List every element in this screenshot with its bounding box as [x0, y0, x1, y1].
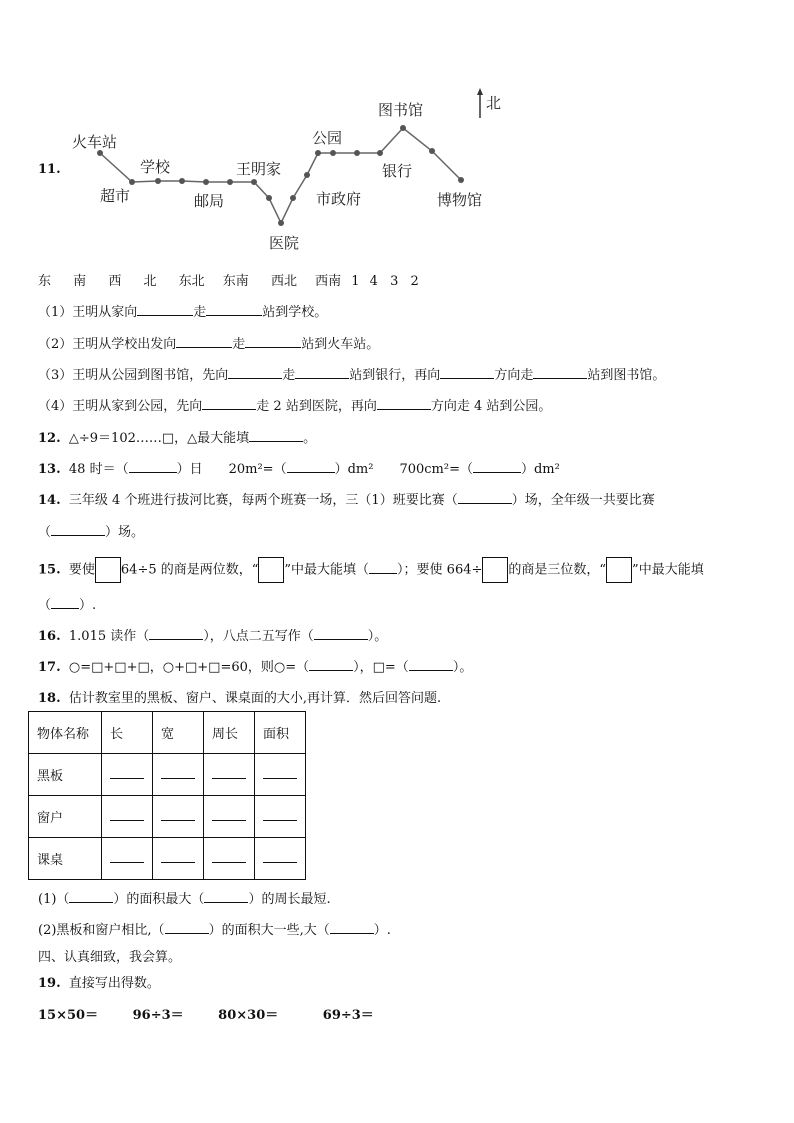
- question-12: 12. △÷9＝102……□，△最大能填 。: [38, 427, 316, 446]
- answer-blank[interactable]: [161, 808, 195, 821]
- table-row: [29, 838, 306, 880]
- row-label: 黑板: [29, 754, 102, 796]
- answer-blank[interactable]: [440, 364, 494, 379]
- stop-node: [290, 195, 296, 201]
- calc-item: 96÷3＝: [132, 1008, 184, 1023]
- stop-shizhengfu: [304, 172, 310, 178]
- map-label: 医院: [269, 234, 300, 252]
- answer-blank[interactable]: [314, 625, 368, 640]
- question-14: 14. 三年级 4 个班进行拔河比赛，每两个班赛一场，三（1）班要比赛（ ）场，全年级一共要比赛: [38, 489, 655, 508]
- question-13: 13. 48 时＝（ ）日 20m²=（ ）dm² 700cm²=（ ）dm²: [38, 458, 560, 477]
- map-label: 火车站: [72, 133, 118, 151]
- table-header: 物体名称: [29, 712, 102, 754]
- answer-blank[interactable]: [137, 301, 193, 316]
- answer-blank[interactable]: [458, 489, 512, 504]
- answer-blank[interactable]: [287, 458, 335, 473]
- answer-blank[interactable]: [176, 333, 232, 348]
- answer-blank[interactable]: [228, 364, 282, 379]
- answer-blank[interactable]: [263, 850, 297, 863]
- answer-blank[interactable]: [149, 625, 203, 640]
- map-label-north: 北: [486, 94, 502, 112]
- question-15-cont: （ ）.: [38, 594, 96, 613]
- stop-bowuguan: [458, 177, 464, 183]
- answer-blank[interactable]: [369, 559, 397, 574]
- stop-node: [227, 179, 233, 185]
- stop-node: [354, 150, 360, 156]
- answer-blank[interactable]: [129, 458, 177, 473]
- map-label: 银行: [382, 162, 413, 180]
- map-label: 王明家: [236, 160, 282, 178]
- question-19-items: [38, 1004, 374, 1023]
- estimate-table: [28, 711, 306, 880]
- q11-sub2: （2）王明从学校出发向 走 站到火车站。: [38, 333, 379, 352]
- calc-item: 69÷3＝: [322, 1008, 374, 1023]
- map-label: 公园: [312, 129, 343, 147]
- map-label: 邮局: [194, 192, 225, 210]
- digit-box[interactable]: [258, 557, 284, 583]
- digit-box[interactable]: [606, 557, 632, 583]
- answer-blank[interactable]: [409, 656, 453, 671]
- answer-blank[interactable]: [204, 888, 248, 903]
- stop-node: [429, 148, 435, 154]
- answer-blank[interactable]: [245, 333, 301, 348]
- question-number: 11.: [38, 162, 61, 177]
- answer-blank[interactable]: [51, 594, 79, 609]
- answer-blank[interactable]: [249, 427, 303, 442]
- stop-xuexiao: [155, 178, 161, 184]
- table-row: [29, 754, 306, 796]
- answer-blank[interactable]: [161, 766, 195, 779]
- answer-blank[interactable]: [161, 850, 195, 863]
- answer-blank[interactable]: [202, 395, 256, 410]
- question-18: 18. 估计教室里的黑板、窗户、课桌面的大小,再计算．然后回答问题.: [38, 691, 442, 706]
- table-header: 面积: [255, 712, 306, 754]
- q11-sub3: （3）王明从公园到图书馆，先向 走 站到银行，再向 方向走 站到图书馆。: [38, 364, 665, 383]
- stop-wangmingjia: [251, 179, 257, 185]
- map-label: 超市: [100, 187, 131, 205]
- question-17: 17. ○=□+□+□，○+□+□=60，则○=（ ），□=（ ）。: [38, 656, 472, 675]
- answer-blank[interactable]: [165, 919, 209, 934]
- answer-blank[interactable]: [206, 301, 262, 316]
- map-label: 博物馆: [437, 191, 483, 209]
- answer-blank[interactable]: [295, 364, 349, 379]
- stop-youju: [203, 179, 209, 185]
- question-16: 16. 1.015 读作（ ），八点二五写作（ ）。: [38, 625, 387, 644]
- stop-node: [330, 150, 336, 156]
- answer-blank[interactable]: [212, 808, 246, 821]
- question-18-part1: (1)（ ）的面积最大（ ）的周长最短.: [38, 888, 331, 907]
- answer-blank[interactable]: [110, 850, 144, 863]
- question-18-part2: (2)黑板和窗户相比,（ ）的面积大一些,大（ ）.: [38, 919, 391, 938]
- stop-tushuguan: [400, 125, 406, 131]
- answer-blank[interactable]: [309, 656, 353, 671]
- table-header: 宽: [153, 712, 204, 754]
- answer-blank[interactable]: [263, 808, 297, 821]
- table-header: 长: [102, 712, 153, 754]
- answer-blank[interactable]: [377, 395, 431, 410]
- answer-blank[interactable]: [473, 458, 521, 473]
- q11-sub4: （4）王明从家到公园，先向 走 2 站到医院，再向 方向走 4 站到公园。: [38, 395, 551, 414]
- row-label: 课桌: [29, 838, 102, 880]
- answer-blank[interactable]: [533, 364, 587, 379]
- stop-yiyuan: [278, 220, 284, 226]
- table-header-row: [29, 712, 306, 754]
- calc-item: 80×30＝: [218, 1008, 279, 1023]
- answer-blank[interactable]: [330, 919, 374, 934]
- answer-blank[interactable]: [110, 808, 144, 821]
- calc-item: 15×50＝: [38, 1008, 99, 1023]
- answer-blank[interactable]: [263, 766, 297, 779]
- question-14-cont: （ ）场。: [38, 521, 144, 540]
- section-heading: 四、认真细致，我会算。: [38, 950, 182, 965]
- answer-blank[interactable]: [69, 888, 113, 903]
- row-label: 窗户: [29, 796, 102, 838]
- stop-node: [266, 195, 272, 201]
- q11-sub1: （1）王明从家向 走 站到学校。: [38, 301, 327, 320]
- answer-blank[interactable]: [110, 766, 144, 779]
- map-label: 市政府: [316, 190, 362, 208]
- stop-yinhang: [377, 150, 383, 156]
- word-bank: 东 南 西 北 东北 东南 西北 西南 1 4 3 2: [38, 274, 419, 289]
- answer-blank[interactable]: [51, 521, 105, 536]
- digit-box[interactable]: [482, 557, 508, 583]
- question-15: 15. 要使 64÷5 的商是两位数，“ ”中最大能填（ ）；要使 664÷ 的商是三位数，“ ”中最大能填: [38, 557, 704, 583]
- map-label: 图书馆: [378, 101, 424, 119]
- map-label: 学校: [140, 158, 171, 176]
- answer-blank[interactable]: [212, 766, 246, 779]
- table-row: [29, 796, 306, 838]
- answer-blank[interactable]: [212, 850, 246, 863]
- stop-node: [179, 178, 185, 184]
- table-header: 周长: [204, 712, 255, 754]
- question-19: 19. 直接写出得数。: [38, 976, 160, 991]
- stop-gongyuan: [315, 150, 321, 156]
- digit-box[interactable]: [95, 557, 121, 583]
